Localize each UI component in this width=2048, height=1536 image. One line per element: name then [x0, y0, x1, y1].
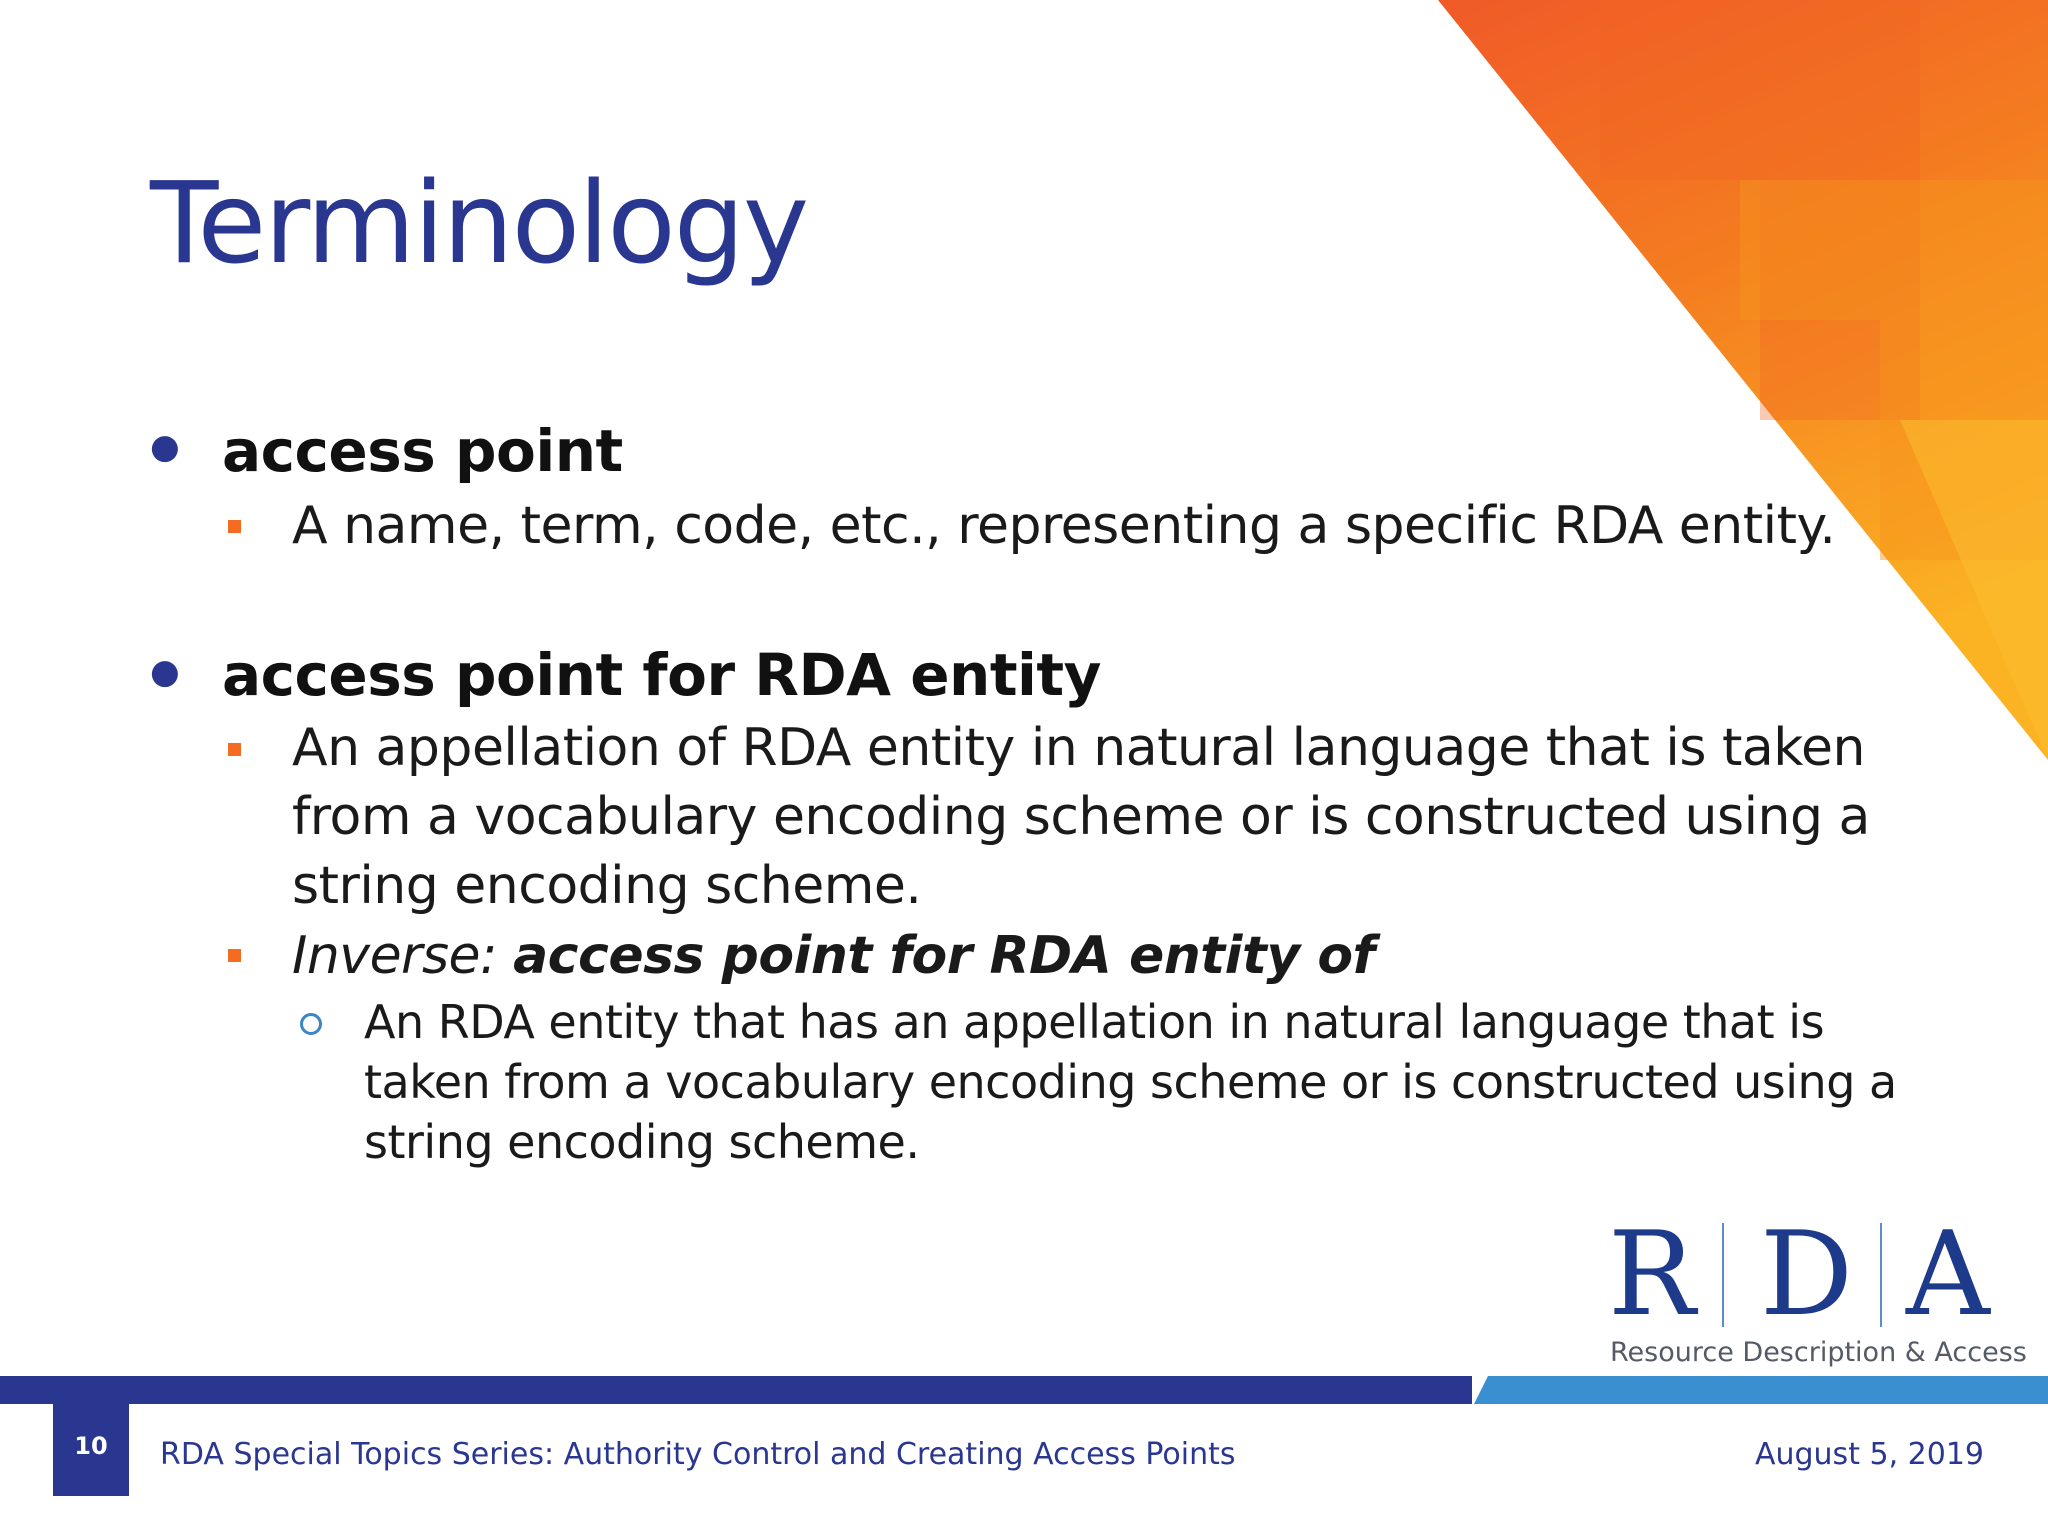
footer-bar-tail	[1458, 1376, 1472, 1404]
logo-letter-r: R	[1608, 1207, 1696, 1342]
footer-bar	[0, 1376, 1472, 1404]
bullet-dot: ●	[150, 652, 180, 692]
inverse-line	[292, 926, 1375, 986]
footer-accent-bar	[1488, 1376, 2048, 1404]
logo-letter-a: A	[1906, 1207, 1990, 1342]
rda-logo	[1600, 1207, 2027, 1375]
square-bullet	[228, 949, 241, 962]
circle-bullet	[300, 1013, 322, 1035]
page-number: 10	[74, 1432, 108, 1460]
logo-divider	[1722, 1223, 1724, 1327]
inverse-label: Inverse:	[292, 926, 514, 986]
logo-caption: Resource Description & Access	[1610, 1337, 2027, 1368]
bullet-dot: ●	[150, 427, 180, 467]
footer-series-title: RDA Special Topics Series: Authority Control and Creating Access Points	[160, 1437, 1236, 1472]
definition-access-point: A name, term, code, etc., representing a specific RDA entity.	[292, 496, 1836, 556]
logo-divider	[1880, 1223, 1882, 1327]
footer-accent-cut	[1474, 1376, 1488, 1404]
inverse-definition: An RDA entity that has an appellation in natural language that is taken from a vocabulary encoding scheme or is constructed using a string encoding scheme.	[364, 995, 1897, 1169]
rda-logo-letters	[1600, 1207, 2000, 1342]
inverse-term: access point for RDA entity of	[513, 926, 1375, 986]
slide-title: Terminology	[150, 159, 808, 289]
square-bullet	[228, 743, 241, 756]
square-bullet	[228, 520, 241, 533]
footer-date: August 5, 2019	[1754, 1437, 1984, 1472]
page-number-box	[53, 1404, 129, 1496]
logo-letter-d: D	[1760, 1207, 1854, 1342]
definition-access-point-for-rda-entity: An appellation of RDA entity in natural language that is taken from a vocabulary encoding scheme or is constructed using a string encoding scheme.	[292, 718, 1870, 916]
term-access-point-for-rda-entity: access point for RDA entity	[222, 641, 1101, 709]
term-access-point: access point	[222, 417, 623, 485]
